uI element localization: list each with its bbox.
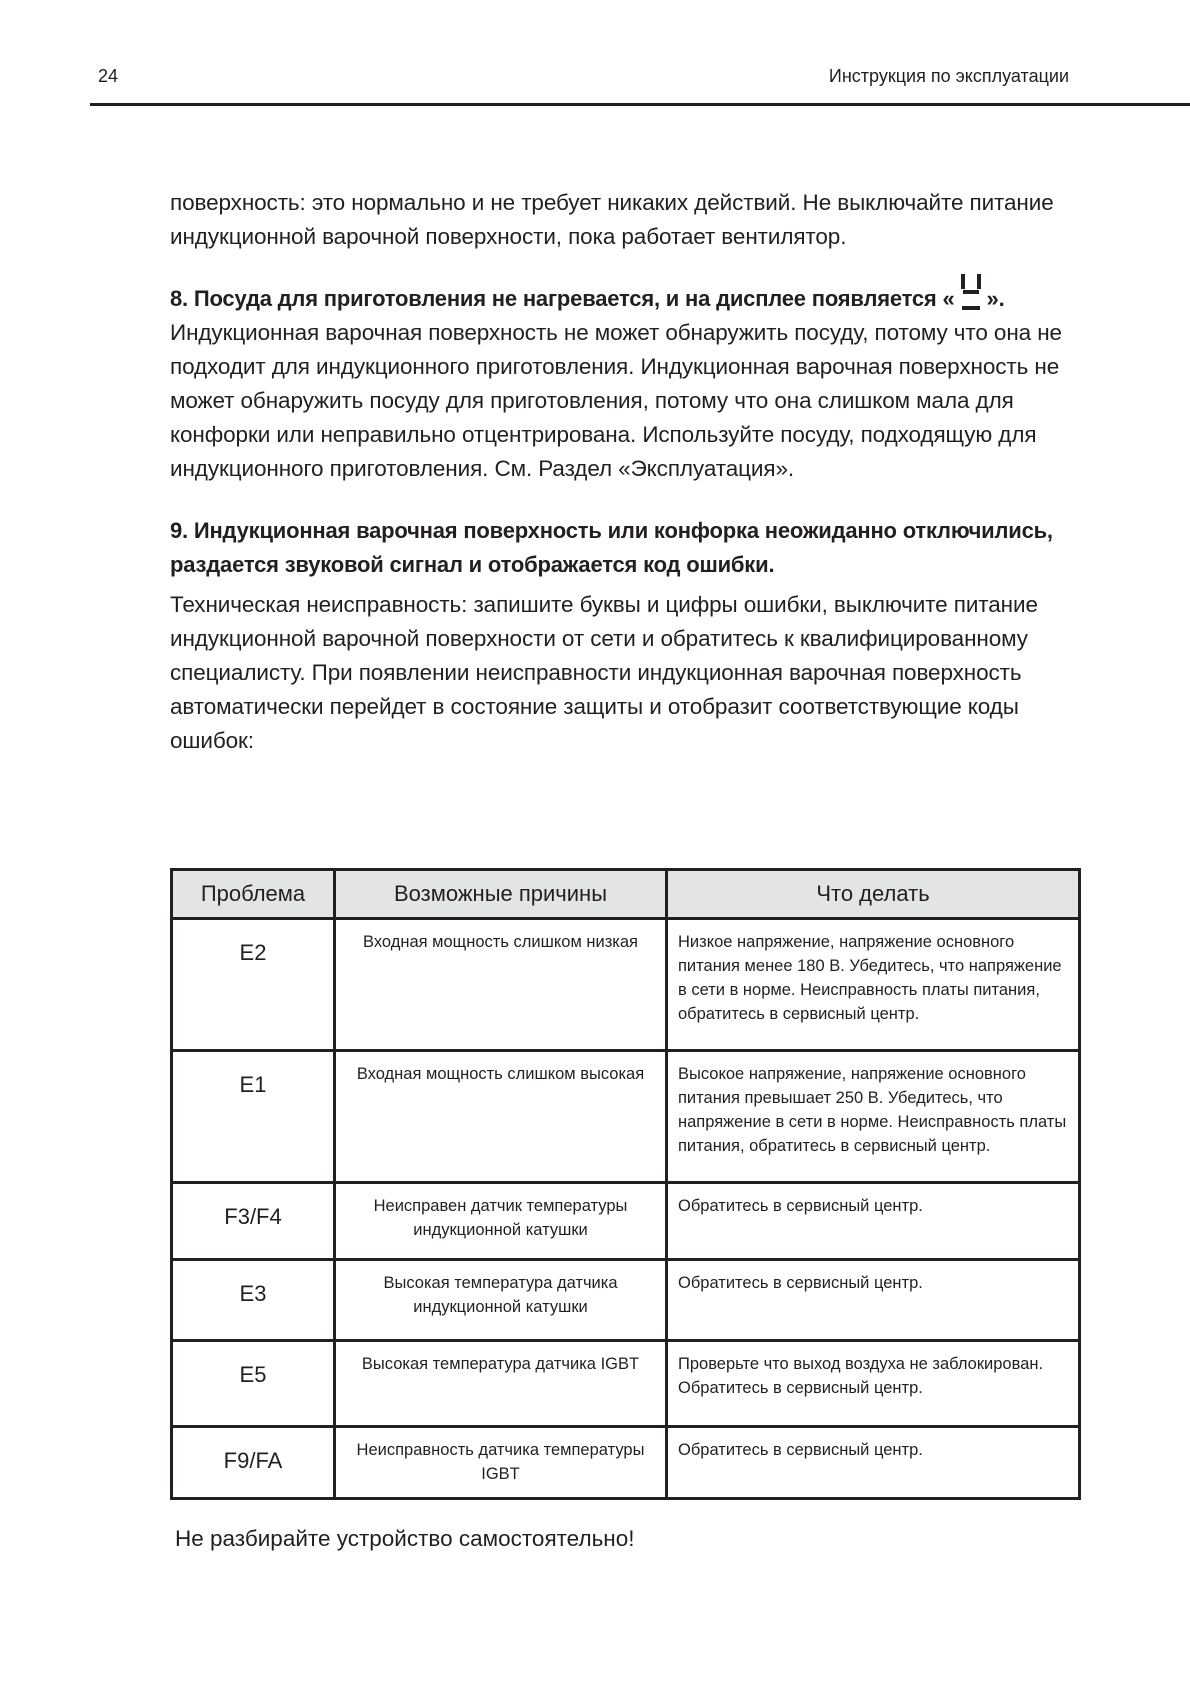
- error-action: Обратитесь в сервисный центр.: [667, 1260, 1080, 1341]
- error-cause: Входная мощность слишком низкая: [335, 919, 667, 1051]
- error-cause: Высокая температура датчика IGBT: [335, 1341, 667, 1427]
- header-divider: [90, 103, 1190, 106]
- section-8-heading-text: 8. Посуда для приготовления не нагревается, и на дисплее появляется «: [170, 286, 955, 311]
- table-row: [172, 919, 1080, 1051]
- error-action: Обратитесь в сервисный центр.: [667, 1183, 1080, 1260]
- table-row: [172, 1183, 1080, 1260]
- table-row: [172, 1260, 1080, 1341]
- error-code: F3/F4: [172, 1183, 335, 1260]
- column-header-causes: Возможные причины: [335, 870, 667, 919]
- table-row: [172, 1341, 1080, 1427]
- intro-paragraph: поверхность: это нормально и не требует никаких действий. Не выключайте питание индукционной варочной поверхности, пока работает вентилятор.: [170, 190, 1054, 249]
- seven-segment-u-display-icon: [957, 274, 985, 312]
- column-header-action: Что делать: [667, 870, 1080, 919]
- running-title: Инструкция по эксплуатации: [828, 66, 1069, 86]
- section-8-heading-close: ».: [986, 286, 1005, 311]
- section-9-heading: 9. Индукционная варочная поверхность или конфорка неожиданно отключились, раздается звуковой сигнал и отображается код ошибки.: [170, 518, 1053, 577]
- table-row: [172, 1427, 1080, 1499]
- error-cause: Входная мощность слишком высокая: [335, 1051, 667, 1183]
- error-code: F9/FA: [172, 1427, 335, 1499]
- error-action: Проверьте что выход воздуха не заблокирован. Обратитесь в сервисный центр.: [667, 1341, 1080, 1427]
- error-codes-table: [170, 868, 1081, 1500]
- table-row: [172, 1051, 1080, 1183]
- error-action: Высокое напряжение, напряжение основного питания превышает 250 В. Убедитесь, что напряжение в сети в норме. Неисправность платы питания, обратитесь в сервисный центр.: [667, 1051, 1080, 1183]
- error-cause: Неисправность датчика температуры IGBT: [335, 1427, 667, 1499]
- warning-note: Не разбирайте устройство самостоятельно!: [175, 1526, 635, 1551]
- error-code: E1: [172, 1051, 335, 1183]
- section-8-heading: [170, 274, 1070, 316]
- page-number: 24: [98, 66, 119, 86]
- error-code: E5: [172, 1341, 335, 1427]
- error-code: E3: [172, 1260, 335, 1341]
- error-cause: Высокая температура датчика индукционной катушки: [335, 1260, 667, 1341]
- table-header-row: [172, 870, 1080, 919]
- column-header-problem: Проблема: [172, 870, 335, 919]
- section-8-body: Индукционная варочная поверхность не может обнаружить посуду, потому что она не подходит для индукционного приготовления. Индукционная варочная поверхность не может обнаружить посуду для приготовления, потому что она слишком мала для конфорки или неправильно отцентрирована. Используйте посуду, подходящую для индукционного приготовления. См. Раздел «Эксплуатация».: [170, 320, 1062, 481]
- error-code: E2: [172, 919, 335, 1051]
- error-cause: Неисправен датчик температуры индукционной катушки: [335, 1183, 667, 1260]
- error-action: Низкое напряжение, напряжение основного питания менее 180 В. Убедитесь, что напряжение в сети в норме. Неисправность платы питания, обратитесь в сервисный центр.: [667, 919, 1080, 1051]
- error-action: Обратитесь в сервисный центр.: [667, 1427, 1080, 1499]
- section-9-body: Техническая неисправность: запишите буквы и цифры ошибки, выключите питание индукционной варочной поверхности от сети и обратитесь к квалифицированному специалисту. При появлении неисправности индукционная варочная поверхность автоматически перейдет в состояние защиты и отобразит соответствующие коды ошибок:: [170, 592, 1038, 753]
- page-content: [170, 186, 1070, 758]
